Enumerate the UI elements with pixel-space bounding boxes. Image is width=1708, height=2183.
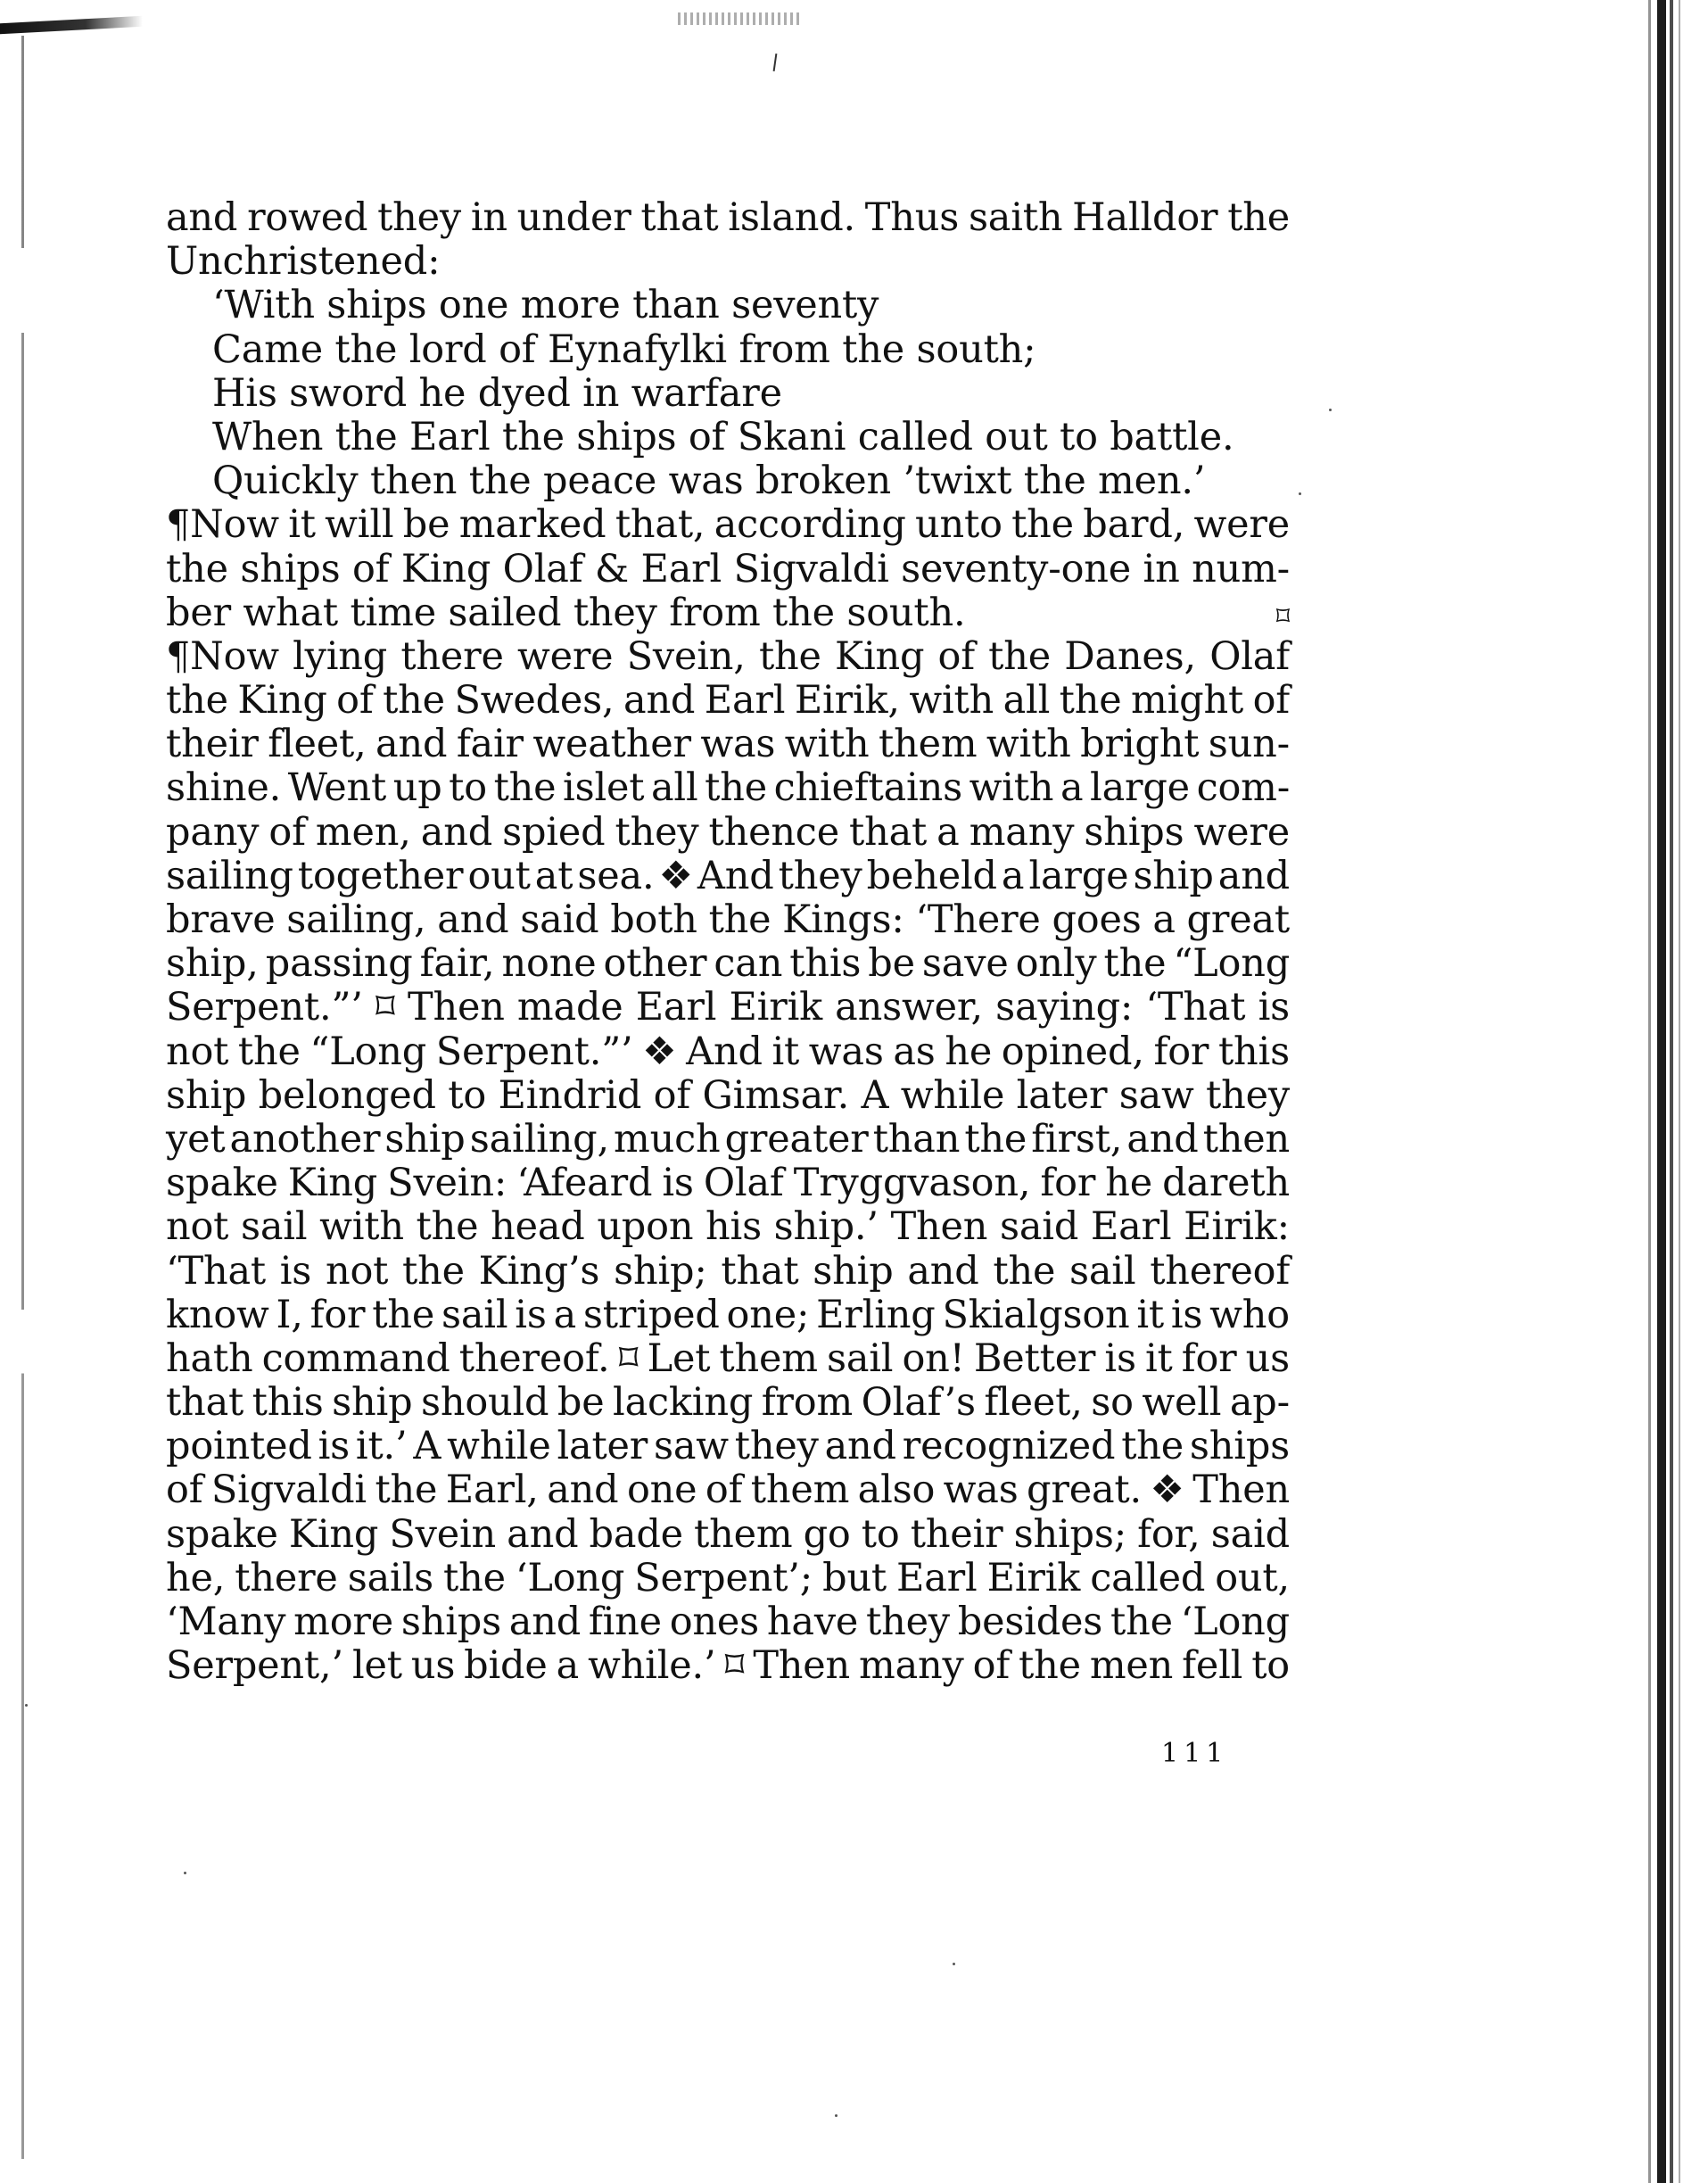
verse-line: Came the lord of Eynafylki from the south; bbox=[212, 327, 1036, 372]
text-line: hath command thereof. ⌑ Let them sail on! Better is it for us bbox=[166, 1335, 1290, 1381]
scan-speck bbox=[1299, 492, 1301, 495]
text-line: ¶Now lying there were Svein, the King of the Danes, Olaf bbox=[166, 633, 1290, 679]
verse-line: When the Earl the ships of Skani called out to battle. bbox=[212, 414, 1234, 459]
text-line: not the “Long Serpent.”’ ❖ And it was as he opined, for this bbox=[166, 1029, 1290, 1074]
text-line: the ships of King Olaf & Earl Sigvaldi seventy-one in num- bbox=[166, 546, 1290, 591]
text-line: ‘That is not the King’s ship; that ship and the sail thereof bbox=[166, 1248, 1291, 1294]
verse-line: His sword he dyed in warfare bbox=[212, 370, 782, 416]
text-line: sailing together out at sea. ❖ And they beheld a large ship and bbox=[166, 853, 1291, 898]
text-line: Unchristened: bbox=[166, 239, 441, 285]
body-text bbox=[166, 196, 1290, 1688]
scan-artifact-tick bbox=[773, 54, 778, 71]
text-line: he, there sails the ‘Long Serpent’; but Earl Eirik called out, bbox=[166, 1555, 1290, 1600]
page-number: 111 bbox=[1161, 1738, 1229, 1769]
text-line: ‘Many more ships and fine ones have they besides the ‘Long bbox=[166, 1600, 1291, 1644]
text-line: ship belonged to Eindrid of Gimsar. A while later saw they bbox=[166, 1072, 1290, 1118]
scan-speck bbox=[25, 1704, 28, 1707]
text-line: and rowed they in under that island. Thus saith Halldor the bbox=[166, 195, 1291, 240]
text-line: pointed is it.’ A while later saw they and recognized the ships bbox=[166, 1424, 1291, 1469]
scan-artifact-corner bbox=[0, 16, 143, 34]
verse-line: ‘With ships one more than seventy bbox=[212, 283, 879, 328]
text-line: shine. Went up to the islet all the chieftains with a large com- bbox=[166, 765, 1291, 811]
scan-artifact-left-edge bbox=[21, 36, 24, 2159]
text-line: Serpent,’ let us bide a while.’ ⌑ Then many of the men fell to bbox=[166, 1643, 1290, 1689]
scan-speck bbox=[953, 1963, 955, 1965]
text-line: ¶Now it will be marked that, according unto the bard, were bbox=[166, 502, 1290, 548]
text-line: Serpent.”’ ⌑ Then made Earl Eirik answer, saying: ‘That is bbox=[166, 985, 1290, 1030]
text-line: spake King Svein and bade them go to their ships; for, said bbox=[166, 1511, 1290, 1557]
text-line: brave sailing, and said both the Kings: ‘There goes a great bbox=[166, 897, 1290, 942]
scan-speck bbox=[184, 1872, 186, 1874]
scan-speck bbox=[1329, 409, 1332, 411]
text-line: that this ship should be lacking from Olaf’s fleet, so well ap- bbox=[166, 1380, 1290, 1426]
scan-artifact-right-edge bbox=[1621, 0, 1708, 2183]
text-line: know I, for the sail is a striped one; Erling Skialgson it is who bbox=[166, 1292, 1290, 1337]
scan-speck bbox=[835, 2114, 837, 2117]
text-line: their fleet, and fair weather was with them with bright sun- bbox=[166, 722, 1290, 767]
text-line: ship, passing fair, none other can this be save only the “Long bbox=[166, 941, 1291, 987]
text-line: not sail with the head upon his ship.’ Then said Earl Eirik: bbox=[166, 1204, 1290, 1250]
text-line: yet another ship sailing, much greater than the first, and then bbox=[166, 1116, 1291, 1162]
text-line: the King of the Swedes, and Earl Eirik, with all the might of bbox=[166, 678, 1290, 724]
text-line: spake King Svein: ‘Afeard is Olaf Tryggvason, for he dareth bbox=[166, 1161, 1291, 1206]
text-line: of Sigvaldi the Earl, and one of them also was great. ❖ Then bbox=[166, 1468, 1290, 1513]
text-line: ber what time sailed they from the south. ⌑ bbox=[166, 591, 1290, 635]
paragraph-end-ornament: ⌑ bbox=[1275, 600, 1290, 633]
text-line: pany of men, and spied they thence that a many ships were bbox=[166, 809, 1291, 855]
scan-artifact-smudge bbox=[678, 12, 803, 25]
verse-line: Quickly then the peace was broken ’twixt the men.’ bbox=[212, 459, 1206, 504]
